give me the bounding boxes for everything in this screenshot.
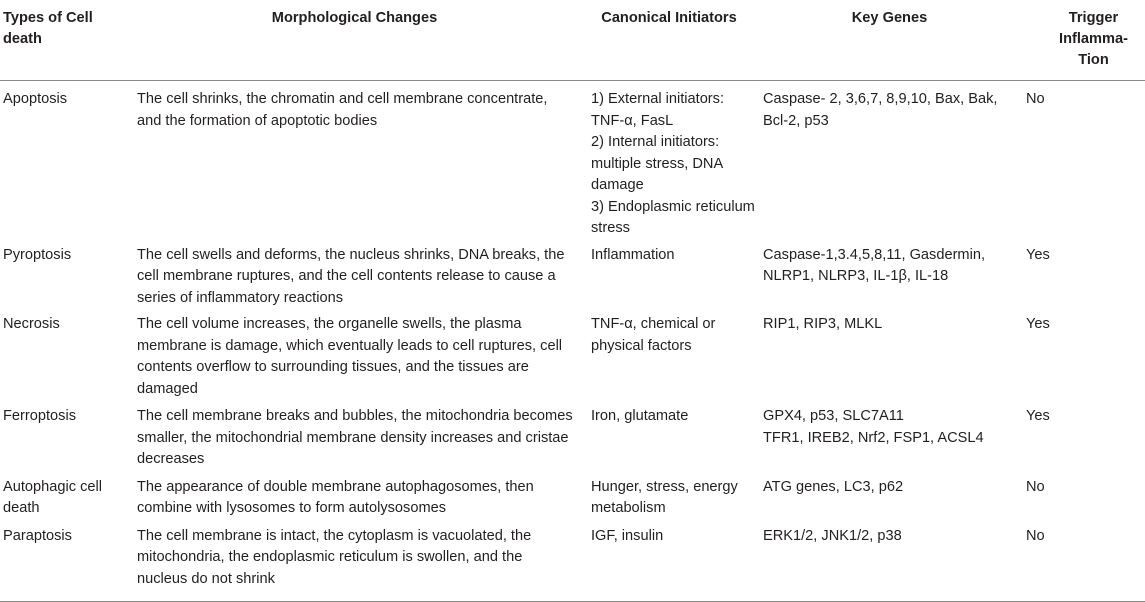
cell-inflammation: No [1026, 91, 1045, 107]
cell-initiators [581, 474, 757, 523]
table-header [0, 0, 1145, 81]
gene-line: Caspase- 2, 3,6,7, 8,9,10, Bax, Bak, Bcl-2, p53 [763, 91, 998, 129]
cell-genes [757, 311, 1022, 403]
cell-genes [757, 242, 1022, 312]
cell-morphology: The cell volume increases, the organelle swells, the plasma membrane is damage, which eventually leads to cell ruptures, cell contents overflow to surrounding tissues, and the tissues are damaged [137, 316, 563, 397]
table-row [0, 242, 1145, 312]
cell-initiators [581, 403, 757, 474]
cell-type: Paraptosis [3, 527, 72, 544]
initiator-line: 1) External initiators: TNF-α, FasL [591, 91, 725, 129]
cell-genes [757, 403, 1022, 474]
header-genes: Key Genes [851, 10, 928, 26]
gene-line: TFR1, IREB2, Nrf2, FSP1, ACSL4 [763, 429, 984, 446]
header-row [0, 0, 1145, 81]
cell-initiators [581, 81, 757, 242]
cell-initiators [581, 523, 757, 602]
initiator-line: 2) Internal initiators: multiple stress, DNA damage [591, 134, 723, 193]
cell-type: Autophagic cell death [3, 478, 102, 516]
table-row [0, 474, 1145, 523]
gene-line: Caspase-1,3.4,5,8,11, Gasdermin, NLRP1, NLRP3, IL-1β, IL-18 [763, 246, 985, 284]
cell-type: Ferroptosis [3, 408, 76, 424]
cell-morphology: The cell shrinks, the chromatin and cell membrane concentrate, and the formation of apoptotic bodies [137, 91, 548, 129]
cell-inflammation: No [1026, 478, 1045, 495]
table-row [0, 403, 1145, 474]
cell-initiators [581, 311, 757, 403]
header-inflammation: Trigger Inflamma-Tion [1059, 10, 1128, 68]
gene-line: RIP1, RIP3, MLKL [763, 316, 883, 332]
initiator-line: Hunger, stress, energy metabolism [591, 478, 738, 516]
cell-genes [757, 523, 1022, 602]
cell-morphology: The appearance of double membrane autophagosomes, then combine with lysosomes to form autolysosomes [137, 478, 534, 516]
gene-line: GPX4, p53, SLC7A11 [763, 408, 904, 424]
initiator-line: Inflammation [591, 246, 675, 263]
gene-line: ATG genes, LC3, p62 [763, 478, 904, 495]
initiator-line: 3) Endoplasmic reticulum stress [591, 198, 755, 236]
header-initiators: Canonical Initiators [601, 10, 737, 26]
gene-line: ERK1/2, JNK1/2, p38 [763, 527, 902, 544]
cell-inflammation: No [1026, 527, 1045, 544]
cell-inflammation: Yes [1026, 408, 1050, 424]
table-body [0, 81, 1145, 602]
cell-morphology: The cell swells and deforms, the nucleus shrinks, DNA breaks, the cell membrane ruptures, and the cell contents release to cause a series of inflammatory reactions [137, 246, 565, 306]
table-row [0, 523, 1145, 602]
initiator-line: Iron, glutamate [591, 408, 689, 424]
cell-morphology: The cell membrane breaks and bubbles, the mitochondria becomes smaller, the mitochondrial membrane density increases and cristae decreases [137, 408, 573, 467]
cell-type: Pyroptosis [3, 246, 72, 263]
cell-inflammation: Yes [1026, 316, 1050, 332]
cell-type: Apoptosis [3, 91, 68, 107]
initiator-line: IGF, insulin [591, 527, 664, 544]
header-morphology: Morphological Changes [271, 10, 438, 26]
header-types: Types of Cell death [3, 10, 93, 47]
cell-type: Necrosis [3, 316, 60, 332]
cell-genes [757, 81, 1022, 242]
table-row [0, 81, 1145, 242]
table-row [0, 311, 1145, 403]
initiator-line: TNF-α, chemical or physical factors [591, 316, 716, 354]
cell-initiators [581, 242, 757, 312]
cell-morphology: The cell membrane is intact, the cytoplasm is vacuolated, the mitochondria, the endoplasmic reticulum is swollen, and the nucleus do not shrink [137, 527, 532, 587]
cell-inflammation: Yes [1026, 246, 1050, 263]
cell-genes [757, 474, 1022, 523]
